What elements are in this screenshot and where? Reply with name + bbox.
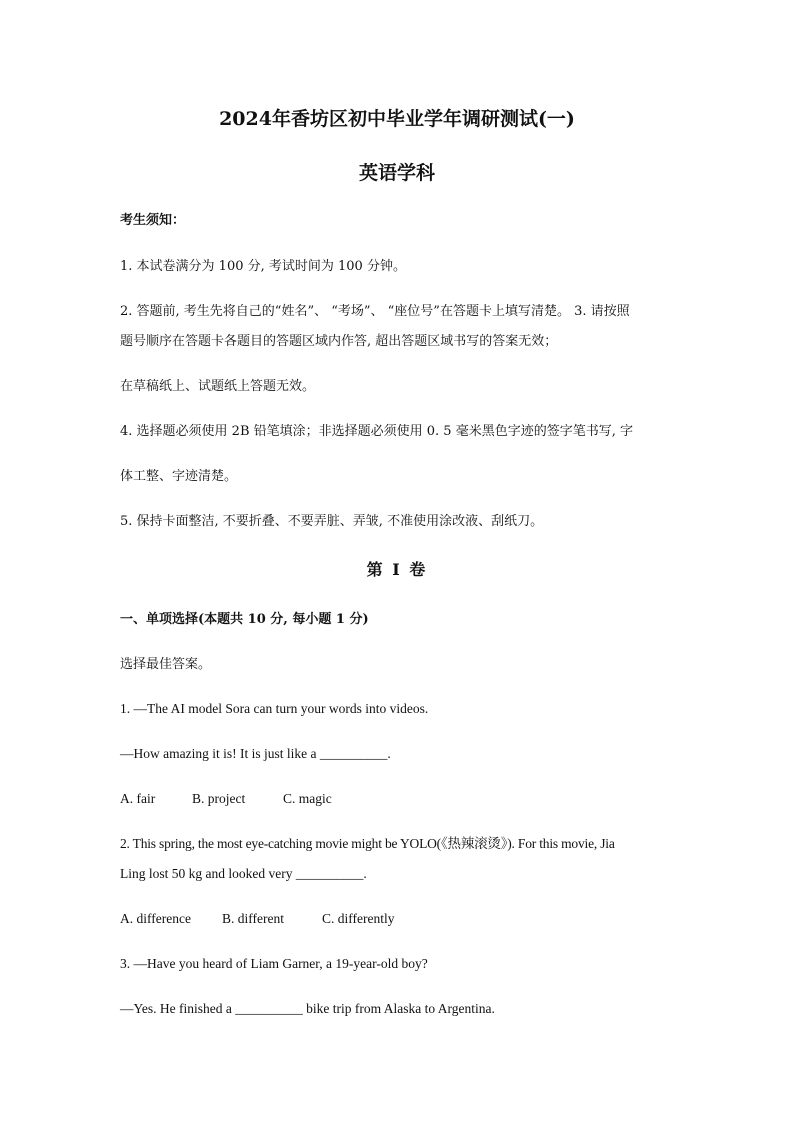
notice-line-2: 2. 答题前, 考生先将自己的“姓名”、 “考场”、 “座位号”在答题卡上填写清楚。 3. 请按照: [120, 304, 630, 319]
notice-line-3: 题号顺序在答题卡各题目的答题区域内作答, 超出答题区域书写的答案无效；: [120, 334, 558, 349]
subject-title: 英语学科: [358, 162, 435, 184]
question-2-option-b: B. different: [222, 911, 284, 926]
notice-line-4: 在草稿纸上、试题纸上答题无效。: [120, 379, 316, 394]
notice-line-1: 1. 本试卷满分为 100 分, 考试时间为 100 分钟。: [120, 259, 406, 274]
question-1-option-a: A. fair: [120, 791, 156, 806]
part-title: 一、单项选择(本题共 10 分, 每小题 1 分): [120, 612, 369, 627]
notice-line-7: 5. 保持卡面整洁, 不要折叠、不要弄脏、弄皱, 不准使用涂改液、刮纸刀。: [120, 514, 544, 529]
question-2-prompt: 2. This spring, the most eye-catching movie might be YOLO(《热辣滚烫》). For this movie, Jia: [120, 836, 615, 851]
question-1-response: —How amazing it is! It is just like a __________.: [120, 746, 391, 761]
question-3-response: —Yes. He finished a __________ bike trip from Alaska to Argentina.: [120, 1001, 495, 1016]
question-2-options: [120, 910, 680, 928]
question-1-prompt: 1. —The AI model Sora can turn your words into videos.: [120, 701, 429, 716]
question-1-options: [120, 790, 680, 808]
exam-title: 2024年香坊区初中毕业学年调研测试(一): [219, 108, 575, 130]
question-2-prompt-cont: Ling lost 50 kg and looked very __________.: [120, 866, 367, 881]
volume-title: 第 I 卷: [366, 560, 428, 579]
part-instruction: 选择最佳答案。: [120, 657, 212, 672]
question-2-option-c: C. differently: [322, 911, 395, 926]
notice-line-5: 4. 选择题必须使用 2B 铅笔填涂；非选择题必须使用 0. 5 毫米黑色字迹的签字笔书写, 字: [120, 424, 633, 439]
question-2-option-a: A. difference: [120, 911, 191, 926]
question-3-prompt: 3. —Have you heard of Liam Garner, a 19-year-old boy?: [120, 956, 428, 971]
notice-heading: 考生须知：: [120, 213, 186, 228]
question-1-option-c: C. magic: [283, 791, 332, 806]
question-1-option-b: B. project: [192, 791, 246, 806]
notice-line-6: 体工整、字迹清楚。: [120, 469, 238, 484]
